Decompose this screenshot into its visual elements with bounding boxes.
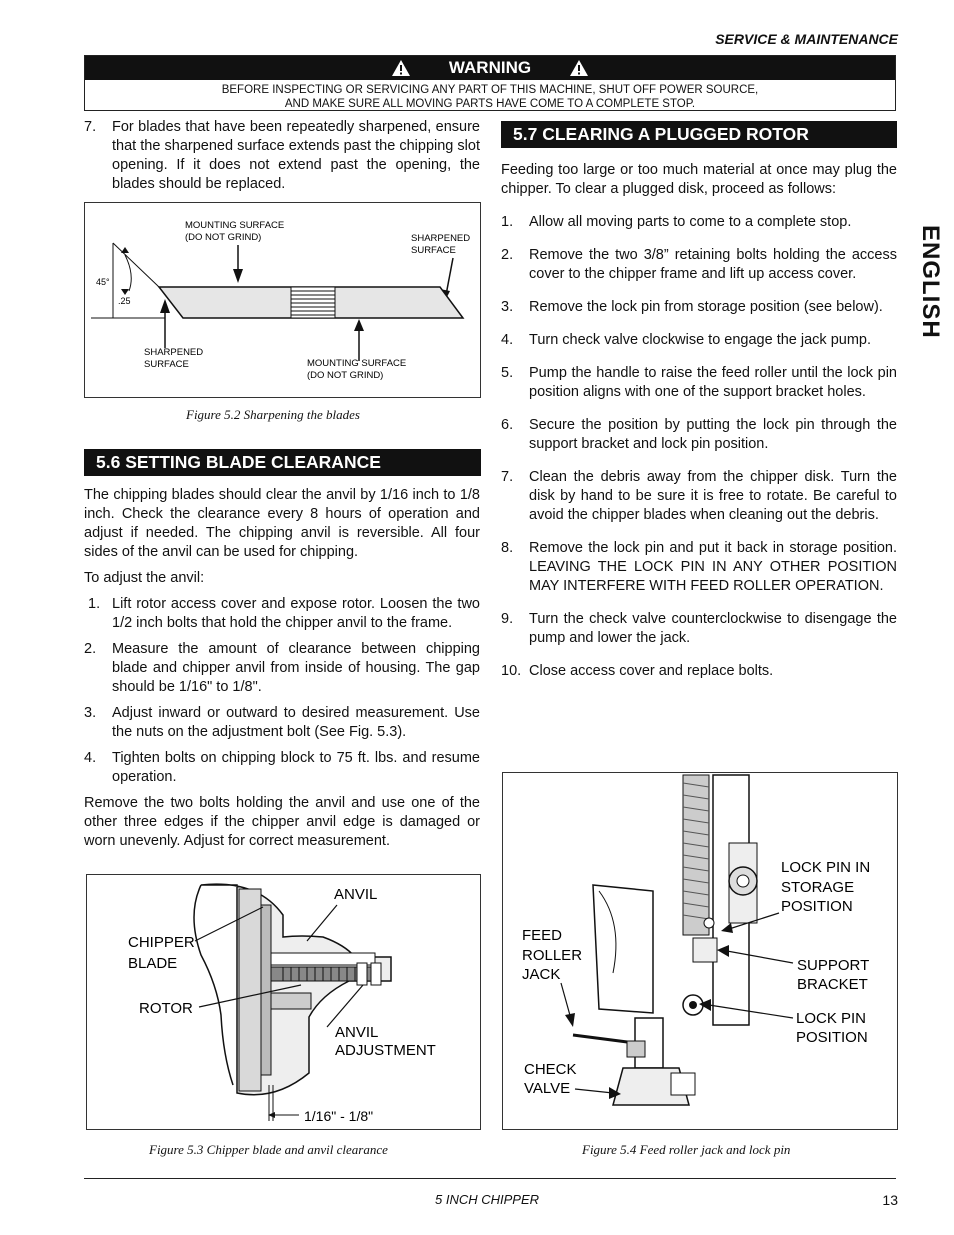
label-feed: FEED [522,927,563,944]
feed-roller-jack-diagram [503,773,897,1129]
label-support: SUPPORT [797,957,870,974]
item-text: For blades that have been repeatedly sharpened, ensure that the sharpened surface extends past the chipping slot opening. If it does not extend past the opening, the blades should be replaced. [112,119,480,192]
list-item [501,364,897,402]
label-rotor: ROTOR [139,1000,193,1017]
item-text: Secure the position by putting the lock pin through the support bracket and lock pin position. [529,417,897,452]
label-position: POSITION [781,898,853,915]
section-5-6-lead: To adjust the anvil: [84,570,205,586]
list-item [501,610,897,648]
item-number: 1. [88,596,101,612]
list-item [84,704,480,742]
item-number: 6. [501,417,514,433]
label-lock-pin-position: POSITION [796,1029,868,1046]
running-header: SERVICE & MAINTENANCE [715,31,898,47]
warning-triangle-icon [569,59,589,77]
section-5-6-closing: Remove the two bolts holding the anvil and use one of the other three edges if the chipper anvil edge is damaged or worn unevenly. Adjust for correct measurement. [84,795,480,849]
label-storage: STORAGE [781,879,855,896]
label-anvil-adjustment-1: ANVIL [335,1024,379,1041]
section-5-6-heading: 5.6 SETTING BLADE CLEARANCE [84,449,481,476]
item-number: 4. [501,332,514,348]
item-text: Tighten bolts on chipping block to 75 ft. lbs. and resume operation. [112,750,480,785]
figure-5-2 [84,202,481,398]
item-number: 2. [84,641,97,657]
item-number: 3. [84,705,97,721]
item-text: Close access cover and replace bolts. [529,663,774,679]
label-roller: ROLLER [522,947,583,964]
label-do-not-grind-top: (DO NOT GRIND) [185,232,262,243]
list-item [501,331,897,350]
figure-5-4-caption: Figure 5.4 Feed roller jack and lock pin [582,1142,791,1157]
figure-5-4 [502,772,898,1130]
item-text: Adjust inward or outward to desired measurement. Use the nuts on the adjustment bolt (See Fig. 5.3). [112,705,480,740]
item-7 [84,118,480,194]
blade-sharpening-diagram [85,203,480,397]
item-text: Turn check valve clockwise to engage the jack pump. [529,332,871,348]
figure-5-2-caption: Figure 5.2 Sharpening the blades [186,407,360,422]
list-item [84,595,480,633]
item-number: 10. [501,663,522,679]
label-bracket: BRACKET [797,976,868,993]
item-text: Pump the handle to raise the feed roller until the lock pin position aligns with one of the support bracket holes. [529,365,897,400]
list-item [84,640,480,697]
label-depth: .25 [118,296,131,306]
item-text: Remove the lock pin and put it back in storage position. LEAVING THE LOCK PIN IN ANY OTHER POSITION MAY INTERFERE WITH FEED ROLLER OPERATION. [529,540,897,594]
label-mounting-surface-bottom: MOUNTING SURFACE [307,358,407,369]
item-number: 8. [501,540,514,556]
label-jack: JACK [522,966,561,983]
list-item [501,468,897,525]
warning-line: AND MAKE SURE ALL MOVING PARTS HAVE COME TO A COMPLETE STOP. [284,98,696,110]
label-sharpened-top: SHARPENED [411,233,471,244]
section-5-6-body [84,486,480,851]
item-number: 9. [501,611,514,627]
warning-box [84,55,896,111]
list-item [501,416,897,454]
section-5-6-intro: The chipping blades should clear the anvil by 1/16 inch to 1/8 inch. Check the clearance every 8 hours of operation and adjust if needed. The chipping anvil is reversible. All four sides of the anvil can be used for chipping. [84,487,480,560]
blade-anvil-diagram [87,875,480,1129]
figure-5-3 [86,874,481,1130]
label-lock-pin-in: LOCK PIN IN [781,859,871,876]
warning-text [85,80,895,111]
item-number: 7. [501,469,514,485]
label-do-not-grind-bottom: (DO NOT GRIND) [307,370,384,381]
label-anvil-adjustment-2: ADJUSTMENT [335,1042,436,1059]
section-5-7-heading: 5.7 CLEARING A PLUGGED ROTOR [501,121,897,148]
label-valve: VALVE [524,1080,571,1097]
item-text: Allow all moving parts to come to a complete stop. [529,214,852,230]
item-text: Clean the debris away from the chipper disk. Turn the disk by hand to be sure it is free to rotate. Be careful to avoid the chipper blades when cleaning out the debris. [529,469,897,523]
list-item [501,298,897,317]
list-item [501,213,897,232]
label-surface-top: SURFACE [411,245,456,256]
footer-rule [84,1178,896,1179]
warning-line: BEFORE INSPECTING OR SERVICING ANY PART OF THIS MACHINE, SHUT OFF POWER SOURCE, [221,84,759,96]
item-text: Lift rotor access cover and expose rotor. Loosen the two 1/2 inch bolts that hold the chipper anvil to the frame. [112,596,480,631]
label-gap: 1/16" - 1/8" [304,1108,374,1124]
footer-title: 5 INCH CHIPPER [435,1192,540,1207]
warning-title-bar [85,56,895,80]
label-angle: 45° [96,277,110,287]
label-chipper: CHIPPER [128,934,195,951]
list-item [501,246,897,284]
label-anvil: ANVIL [334,886,378,903]
item-number: 1. [501,214,514,230]
label-sharpened-bottom: SHARPENED [144,347,204,358]
figure-5-3-caption: Figure 5.3 Chipper blade and anvil clearance [149,1142,388,1157]
warning-title: WARNING [448,58,532,77]
item-number: 4. [84,750,97,766]
label-check: CHECK [524,1061,577,1078]
language-tab: ENGLISH [917,225,944,339]
item-text: Remove the two 3/8” retaining bolts holding the access cover to the chipper frame and lift up access cover. [529,247,897,282]
label-mounting-surface-top: MOUNTING SURFACE [185,220,285,231]
list-item [501,662,897,681]
page-number: 13 [882,1192,898,1208]
item-text: Turn the check valve counterclockwise to disengage the pump and lower the jack. [529,611,897,646]
item-number: 5. [501,365,514,381]
label-lock-pin: LOCK PIN [796,1010,867,1027]
item-number: 7. [84,119,97,135]
label-surface-bottom: SURFACE [144,359,189,370]
list-item [501,539,897,596]
item-text: Measure the amount of clearance between chipping blade and chipper anvil from inside of housing. The gap should be 1/16" to 1/8". [112,641,480,695]
item-number: 3. [501,299,514,315]
list-item [84,749,480,787]
section-5-7-body [501,161,897,681]
item-text: Remove the lock pin from storage position (see below). [529,299,883,315]
item-number: 2. [501,247,514,263]
label-blade: BLADE [128,955,178,972]
section-5-7-intro: Feeding too large or too much material at once may plug the chipper. To clear a plugged disk, proceed as follows: [501,162,897,197]
warning-triangle-icon [391,59,411,77]
